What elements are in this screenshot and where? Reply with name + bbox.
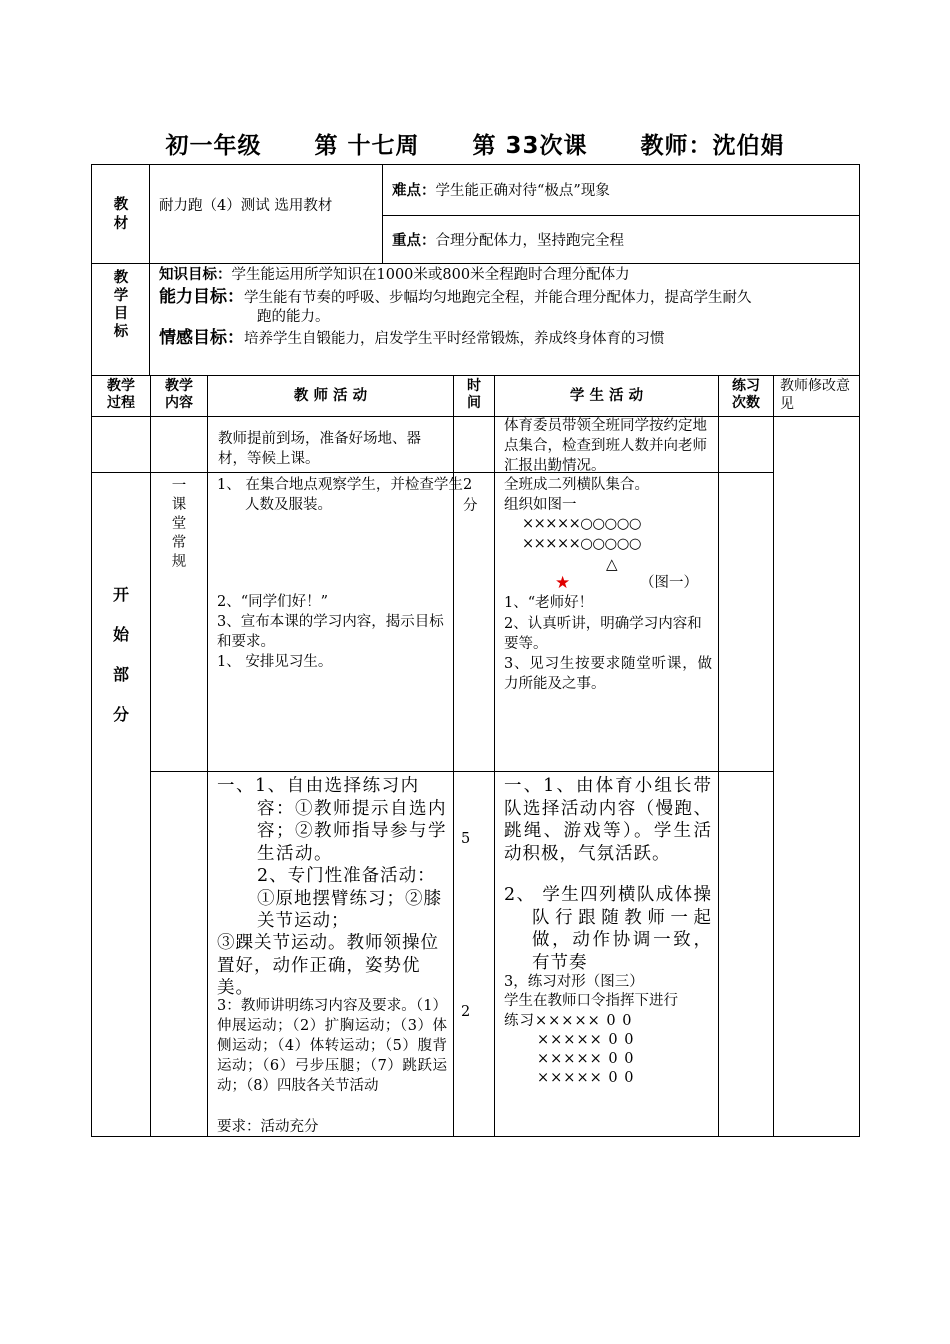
knowledge-objective (159, 265, 630, 285)
difficulty (392, 181, 610, 201)
material-label: 教材 (113, 197, 129, 232)
emotion-label: 情感目标： (159, 328, 244, 348)
col-student: 学 生 活 动 (569, 388, 644, 404)
r1-student-3: 1、“老师好！ (504, 595, 594, 611)
r1-student-4: 2、认真听讲，明确学习内容和要等。 (504, 616, 702, 652)
col-teacher: 教 师 活 动 (293, 388, 368, 404)
r1-student-1: 全班成二列横队集合。 (504, 477, 649, 493)
formation3-row-1: 练习××××× 0 0 (504, 1013, 633, 1029)
ability-text-cont: 跑的能力。 (257, 309, 330, 325)
lesson-number: 第 33次课 (472, 133, 588, 159)
ability-label: 能力目标： (159, 287, 244, 307)
grade: 初一年级 (165, 133, 262, 159)
emotion-objective (159, 328, 665, 349)
prep-student: 体育委员带领全班同学按约定地点集合，检查到班人数并向老师汇报出勤情况。 (504, 418, 707, 474)
star-icon: ★ (555, 573, 571, 593)
col-revision: 教师修改意见 (780, 378, 850, 412)
col-content: 教学内容 (165, 378, 193, 411)
formation3-row-2: ××××× 0 0 (537, 1032, 635, 1048)
lesson-header (0, 127, 950, 160)
r1-student-5: 3、见习生按要求随堂听课，做力所能及之事。 (504, 656, 712, 692)
formation-row-2: ×××××○○○○○ (522, 536, 642, 552)
r2-student-2: 2、 学生四列横队成体操队行跟随教师一起做，动作协调一致，有节奏 (504, 885, 712, 973)
r1-student-2: 组织如图一 (504, 497, 577, 513)
knowledge-text: 学生能运用所学知识在1000米或800米全程跑时合理分配体力 (231, 267, 630, 283)
knowledge-label: 知识目标： (159, 267, 232, 283)
r1-teacher-3: 3、宣布本课的学习内容，揭示目标和要求。 (217, 614, 444, 650)
r2-time-1: 5 (461, 831, 471, 847)
r2-student-1: 一、1、由体育小组长带队选择活动内容（慢跑、跳绳、游戏等）。学生活动积极，气氛活跃。 (504, 776, 712, 864)
r2-teacher-3: ③踝关节运动。教师领操位置好，动作正确，姿势优美。 (217, 933, 439, 998)
r2-student-4: 学生在教师口令指挥下进行 (504, 993, 678, 1009)
key-point (392, 231, 624, 251)
r1-teacher-1: 1、 在集合地点观察学生，并检查学生人数及服装。 (217, 477, 463, 513)
col-time: 时间 (467, 378, 481, 411)
r2-teacher-2: 2、专门性准备活动：①原地摆臂练习；②膝关节运动； (257, 866, 442, 931)
difficulty-text: 学生能正确对待“极点”现象 (435, 183, 610, 199)
material-content: 耐力跑（4）测试 选用教材 (159, 198, 333, 214)
prep-teacher: 教师提前到场，准备好场地、器材，等候上课。 (218, 431, 421, 467)
r2-teacher-5: 要求：活动充分 (217, 1119, 319, 1135)
r2-teacher-1: 一、1、自由选择练习内容：①教师提示自选内容；②教师指导参与学生活动。 (217, 776, 447, 864)
difficulty-label: 难点： (392, 183, 436, 199)
ability-objective (159, 287, 752, 308)
r1-teacher-4: 1、 安排见习生。 (217, 654, 333, 670)
col-reps: 练习次数 (732, 378, 760, 411)
content-routine: 一课堂常规 (171, 478, 187, 570)
section-name: 开始部分 (112, 585, 129, 724)
ability-text: 学生能有节奏的呼吸、步幅均匀地跑完全程，并能合理分配体力，提高学生耐久 (244, 290, 752, 306)
week: 第 十七周 (314, 133, 420, 159)
col-process: 教学过程 (107, 378, 135, 411)
formation3-row-3: ××××× 0 0 (537, 1051, 635, 1067)
formation3-row-4: ××××× 0 0 (537, 1070, 635, 1086)
teacher-triangle: △ (606, 555, 618, 573)
objectives-label: 教学目标 (113, 270, 129, 340)
key-text: 合理分配体力，坚持跑完全程 (435, 233, 624, 249)
teacher-name: 教师：沈伯娟 (640, 133, 785, 159)
emotion-text: 培养学生自锻能力，启发学生平时经常锻炼，养成终身体育的习惯 (244, 331, 665, 347)
figure-1-label: （图一） (640, 575, 698, 591)
key-label: 重点： (392, 233, 436, 249)
r2-student-3: 3，练习对形（图三） (504, 974, 644, 990)
r2-time-2: 2 (461, 1004, 471, 1020)
r1-teacher-2: 2、“同学们好！” (217, 594, 329, 610)
r1-time: 2分 (463, 477, 478, 514)
formation-row-1: ×××××○○○○○ (522, 516, 642, 532)
r2-teacher-4: 3：教师讲明练习内容及要求。（1）伸展运动；（2）扩胸运动；（3）体侧运动；（4）体转运动；（5）腹背运动；（6）弓步压腿；（7）跳跃运动；（8）四肢各关节活动 (217, 998, 447, 1094)
